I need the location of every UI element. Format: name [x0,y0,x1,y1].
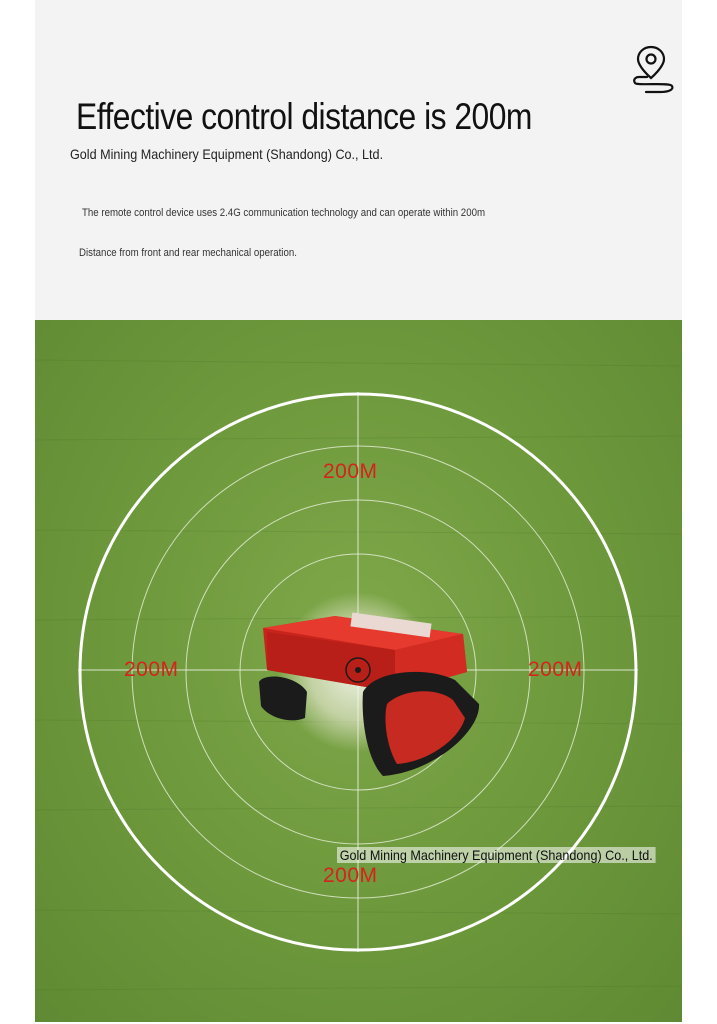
location-route-icon [630,44,676,96]
mower-illustration [259,613,479,776]
description-line-1: The remote control device uses 2.4G communication technology and can operate within 200m [82,207,486,219]
range-label-left: 200M [124,658,179,681]
company-watermark: Gold Mining Machinery Equipment (Shandong) Co., Ltd. [337,847,655,863]
page-title: Effective control distance is 200m [76,96,532,137]
range-label-right: 200M [528,658,583,681]
range-label-bottom: 200M [323,864,378,887]
company-name: Gold Mining Machinery Equipment (Shandong) Co., Ltd. [70,146,384,162]
description-line-2: Distance from front and rear mechanical operation. [79,247,297,259]
range-label-top: 200M [323,460,378,483]
range-diagram [35,320,682,1022]
